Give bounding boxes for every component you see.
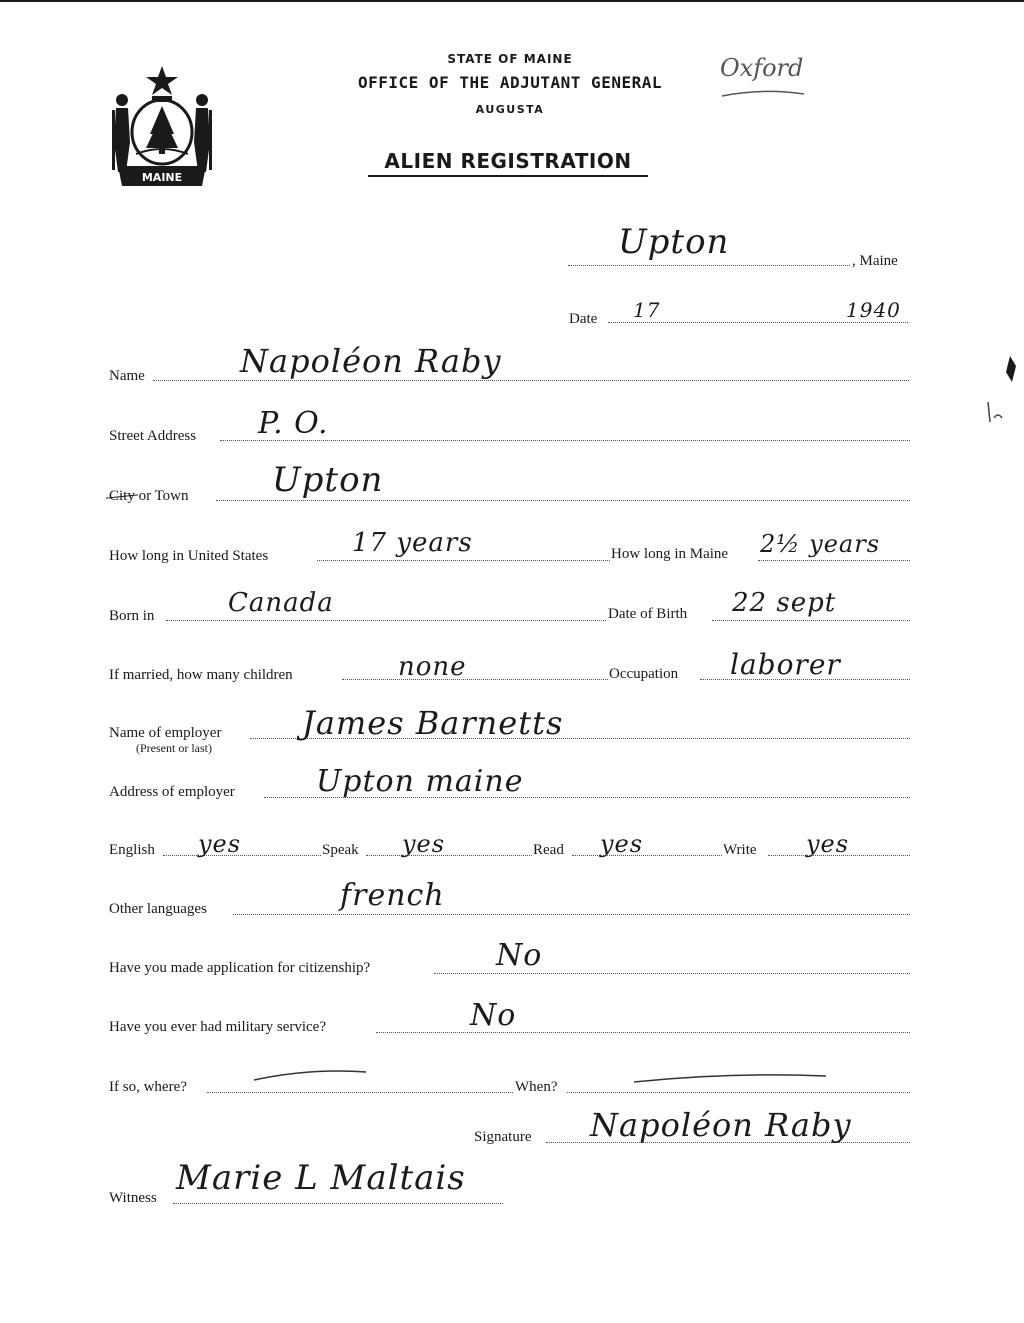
children-label: If married, how many children bbox=[109, 667, 293, 683]
citizenship-line bbox=[434, 973, 910, 974]
born-in-value: Canada bbox=[228, 588, 334, 618]
name-line bbox=[153, 380, 909, 381]
occupation-value: laborer bbox=[730, 648, 841, 681]
employer-label: Name of employer bbox=[109, 725, 222, 741]
speak-line bbox=[366, 855, 532, 856]
form-title: ALIEN REGISTRATION bbox=[384, 149, 632, 173]
city-heading: AUGUSTA bbox=[475, 103, 545, 116]
english-label: English bbox=[109, 842, 155, 858]
witness-line bbox=[173, 1203, 503, 1204]
or-town-label: or Town bbox=[134, 488, 189, 504]
military-label: Have you ever had military service? bbox=[109, 1019, 326, 1035]
employer-note: (Present or last) bbox=[136, 741, 212, 755]
how-long-maine-value: 2½ years bbox=[760, 530, 881, 558]
date-label: Date bbox=[569, 311, 598, 327]
date-year-value: 1940 bbox=[846, 298, 901, 322]
read-line bbox=[572, 855, 722, 856]
how-long-us-line bbox=[317, 560, 610, 561]
write-label: Write bbox=[723, 842, 757, 858]
born-in-line bbox=[166, 620, 606, 621]
scan-top-edge bbox=[0, 0, 1024, 2]
other-languages-label: Other languages bbox=[109, 901, 207, 917]
town-top-line bbox=[568, 265, 850, 266]
street-label: Street Address bbox=[109, 428, 197, 444]
city-struck-label: City bbox=[109, 488, 135, 504]
city-town-label bbox=[109, 488, 189, 505]
born-in-label: Born in bbox=[109, 608, 155, 624]
employer-value: James Barnetts bbox=[302, 704, 564, 742]
date-day-value: 17 bbox=[633, 298, 661, 322]
town-line bbox=[216, 500, 910, 501]
maine-label: , Maine bbox=[852, 253, 898, 269]
seal-motto: MAINE bbox=[141, 171, 183, 184]
name-value: Napoléon Raby bbox=[240, 342, 502, 380]
date-of-birth-label: Date of Birth bbox=[608, 606, 688, 622]
children-line bbox=[342, 679, 608, 680]
name-label: Name bbox=[109, 368, 145, 384]
speak-value: yes bbox=[402, 830, 446, 858]
write-value: yes bbox=[806, 830, 850, 858]
employer-address-value: Upton maine bbox=[316, 764, 524, 799]
read-label: Read bbox=[533, 842, 564, 858]
other-languages-line bbox=[233, 914, 910, 915]
date-of-birth-value: 22 sept bbox=[732, 588, 837, 618]
if-so-where-label: If so, where? bbox=[109, 1079, 187, 1095]
military-line bbox=[376, 1032, 910, 1033]
children-value: none bbox=[398, 652, 467, 682]
when-dash-mark bbox=[630, 1068, 830, 1088]
when-label: When? bbox=[515, 1079, 558, 1095]
when-line bbox=[567, 1092, 910, 1093]
office-heading: OFFICE OF THE ADJUTANT GENERAL bbox=[358, 73, 662, 92]
signature-label: Signature bbox=[474, 1129, 532, 1145]
margin-mark-icon bbox=[980, 352, 1020, 432]
employer-address-label: Address of employer bbox=[109, 784, 235, 800]
corner-annotation bbox=[712, 40, 822, 110]
how-long-maine-label: How long in Maine bbox=[611, 546, 729, 562]
date-line bbox=[608, 322, 908, 323]
citizenship-value: No bbox=[496, 938, 543, 973]
how-long-us-value: 17 years bbox=[352, 528, 473, 558]
date-of-birth-line bbox=[712, 620, 910, 621]
military-value: No bbox=[470, 998, 517, 1033]
read-value: yes bbox=[600, 830, 644, 858]
other-languages-value: french bbox=[340, 878, 445, 913]
signature-value: Napoléon Raby bbox=[590, 1106, 852, 1144]
citizenship-label: Have you made application for citizenship? bbox=[109, 960, 371, 976]
how-long-maine-line bbox=[758, 560, 910, 561]
title-underline bbox=[368, 175, 648, 177]
english-line bbox=[163, 855, 321, 856]
town-value: Upton bbox=[272, 460, 384, 500]
where-dash-mark bbox=[250, 1066, 370, 1086]
town-top-value: Upton bbox=[618, 222, 730, 262]
occupation-label: Occupation bbox=[609, 666, 679, 682]
how-long-us-label: How long in United States bbox=[109, 548, 269, 564]
english-value: yes bbox=[198, 830, 242, 858]
state-heading: STATE OF MAINE bbox=[447, 52, 573, 66]
witness-label: Witness bbox=[109, 1190, 157, 1206]
maine-seal-icon bbox=[108, 62, 216, 190]
corner-note: Oxford bbox=[720, 54, 804, 82]
if-so-where-line bbox=[207, 1092, 513, 1093]
street-value: P. O. bbox=[258, 406, 329, 441]
witness-value: Marie L Maltais bbox=[176, 1158, 466, 1198]
speak-label: Speak bbox=[322, 842, 359, 858]
